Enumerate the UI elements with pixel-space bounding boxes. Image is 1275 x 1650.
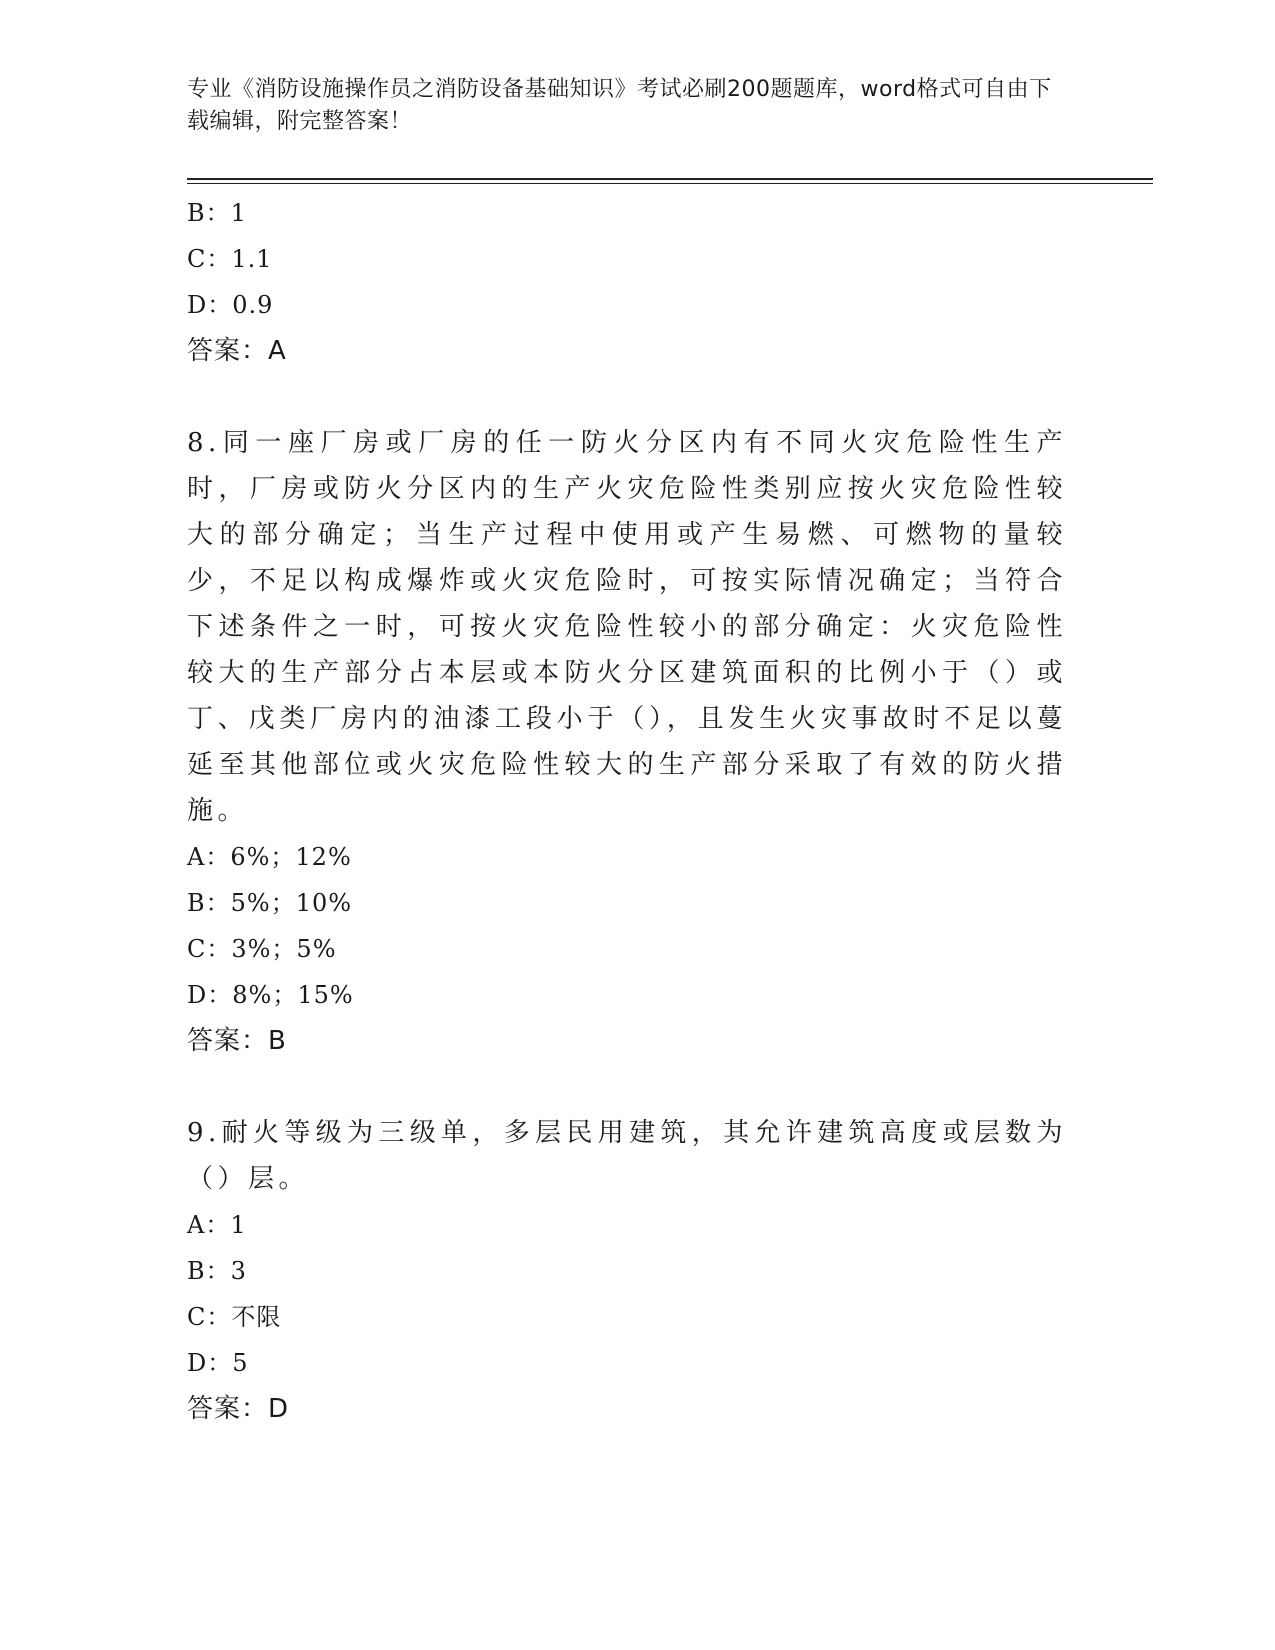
question-8-answer: 答案：B: [187, 1026, 287, 1056]
option-b: B：1: [187, 199, 247, 227]
option-c: C：1.1: [187, 245, 273, 273]
question-9-option-c: C：不限: [187, 1303, 282, 1331]
question-8-option-a: A：6%；12%: [187, 843, 352, 871]
question-9-option-a: A：1: [187, 1211, 247, 1239]
header-rule-thick: [187, 178, 1153, 180]
question-8-option-d: D：8%；15%: [187, 981, 354, 1009]
question-9-text: 9.耐火等级为三级单，多层民用建筑，其允许建筑高度或层数为（）层。: [187, 1118, 1067, 1194]
question-8-option-b: B：5%；10%: [187, 889, 353, 917]
header-rule-thin: [187, 183, 1153, 184]
question-content: [187, 190, 1067, 1432]
question-9-answer: 答案：D: [187, 1394, 290, 1424]
question-9-option-b: B：3: [187, 1257, 247, 1285]
question-8-option-c: C：3%；5%: [187, 935, 337, 963]
document-header: 专业《消防设施操作员之消防设备基础知识》考试必刷200题题库，word格式可自由下载编辑，附完整答案！: [187, 77, 1052, 134]
answer-line: 答案：A: [187, 336, 287, 366]
question-9-option-d: D：5: [187, 1349, 249, 1377]
option-d: D：0.9: [187, 291, 274, 319]
question-8-text: 8.同一座厂房或厂房的任一防火分区内有不同火灾危险性生产时，厂房或防火分区内的生产火灾危险性类别应按火灾危险性较大的部分确定；当生产过程中使用或产生易燃、可燃物的量较少，不足以构成爆炸或火灾危险时，可按实际情况确定；当符合下述条件之一时，可按火灾危险性较小的部分确定：火灾危险性较大的生产部分占本层或本防火分区建筑面积的比例小于（）或丁、戊类厂房内的油漆工段小于（），且发生火灾事故时不足以蔓延至其他部位或火灾危险性较大的生产部分采取了有效的防火措施。: [187, 428, 1067, 826]
